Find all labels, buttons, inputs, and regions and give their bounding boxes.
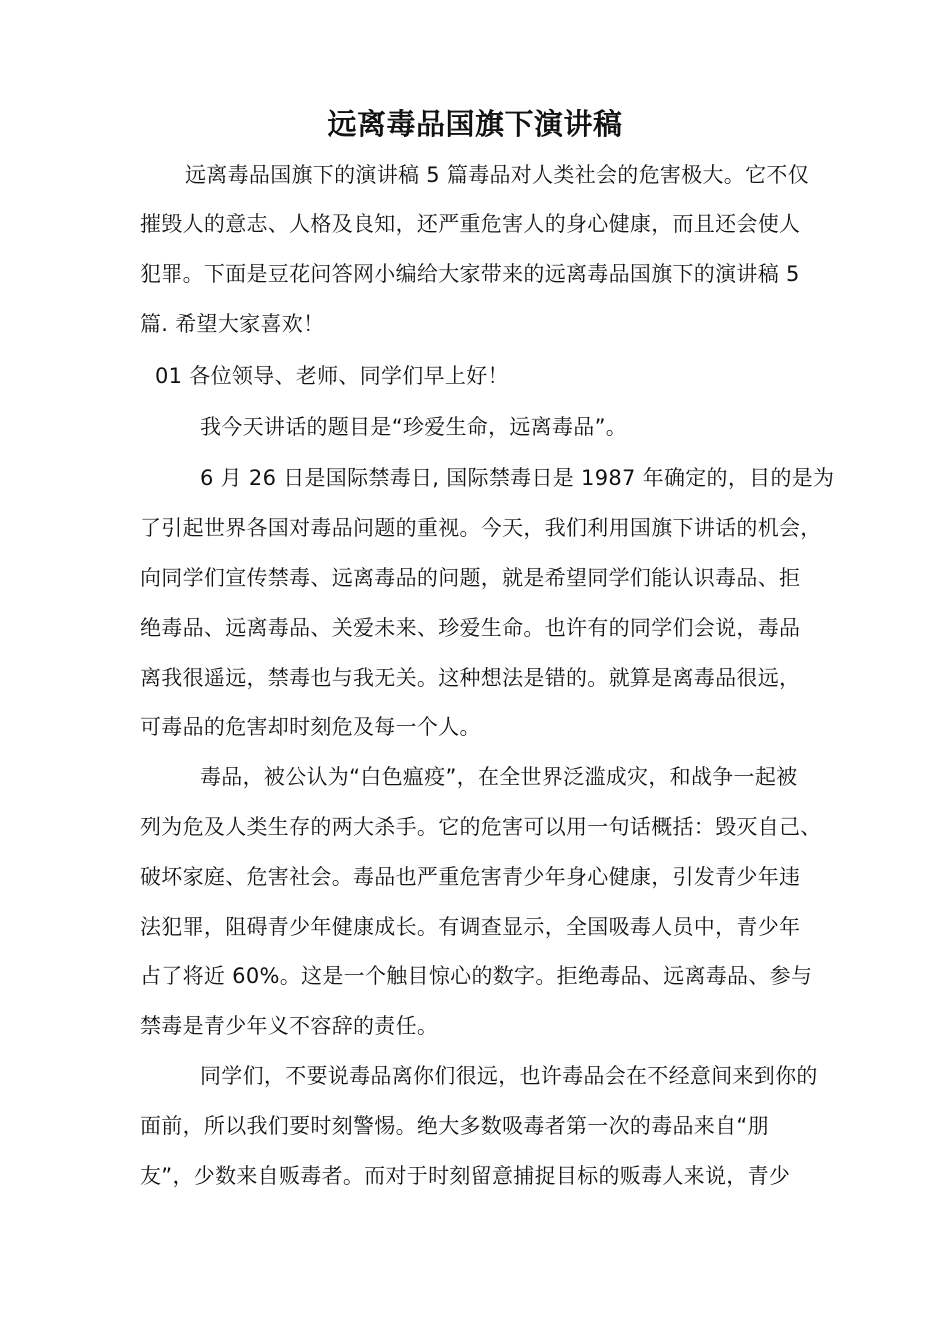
paragraph-line: 占了将近 60%。这是一个触目惊心的数字。拒绝毒品、远离毒品、参与 — [140, 964, 813, 988]
paragraph-line: 离我很遥远，禁毒也与我无关。这种想法是错的。就算是离毒品很远， — [140, 666, 801, 690]
paragraph-line: 友”，少数来自贩毒者。而对于时刻留意捕捉目标的贩毒人来说，青少 — [140, 1164, 791, 1188]
paragraph-line: 绝毒品、远离毒品、关爱未来、珍爱生命。也许有的同学们会说，毒品 — [140, 616, 801, 640]
paragraph-line: 可毒品的危害却时刻危及每一个人。 — [140, 715, 481, 739]
paragraph-line: 我今天讲话的题目是“珍爱生命，远离毒品”。 — [200, 415, 628, 439]
paragraph-line: 6 月 26 日是国际禁毒日, 国际禁毒日是 1987 年确定的，目的是为 — [200, 466, 835, 490]
paragraph-line: 破坏家庭、危害社会。毒品也严重危害青少年身心健康，引发青少年违 — [140, 865, 801, 889]
paragraph-line: 面前，所以我们要时刻警惕。绝大多数吸毒者第一次的毒品来自“朋 — [140, 1114, 769, 1138]
paragraph-line: 毒品，被公认为“白色瘟疫”，在全世界泛滥成灾，和战争一起被 — [200, 765, 798, 789]
paragraph-line: 列为危及人类生存的两大杀手。它的危害可以用一句话概括：毁灭自己、 — [140, 815, 822, 839]
paragraph-line: 法犯罪，阻碍青少年健康成长。有调查显示，全国吸毒人员中，青少年 — [140, 915, 801, 939]
paragraph-line: 篇. 希望大家喜欢！ — [140, 312, 325, 336]
paragraph-line: 同学们，不要说毒品离你们很远，也许毒品会在不经意间来到你的 — [200, 1064, 818, 1088]
paragraph-line: 01 各位领导、老师、同学们早上好！ — [155, 364, 509, 388]
paragraph-line: 摧毁人的意志、人格及良知，还严重危害人的身心健康，而且还会使人 — [140, 212, 801, 236]
document-title: 远离毒品国旗下演讲稿 — [327, 107, 623, 141]
paragraph-line: 远离毒品国旗下的演讲稿 5 篇毒品对人类社会的危害极大。它不仅 — [185, 163, 810, 187]
paragraph-line: 了引起世界各国对毒品问题的重视。今天，我们利用国旗下讲话的机会， — [140, 516, 822, 540]
paragraph-line: 禁毒是青少年义不容辞的责任。 — [140, 1014, 439, 1038]
paragraph-line: 犯罪。下面是豆花问答网小编给大家带来的远离毒品国旗下的演讲稿 5 — [140, 262, 800, 286]
paragraph-line: 向同学们宣传禁毒、远离毒品的问题，就是希望同学们能认识毒品、拒 — [140, 566, 801, 590]
